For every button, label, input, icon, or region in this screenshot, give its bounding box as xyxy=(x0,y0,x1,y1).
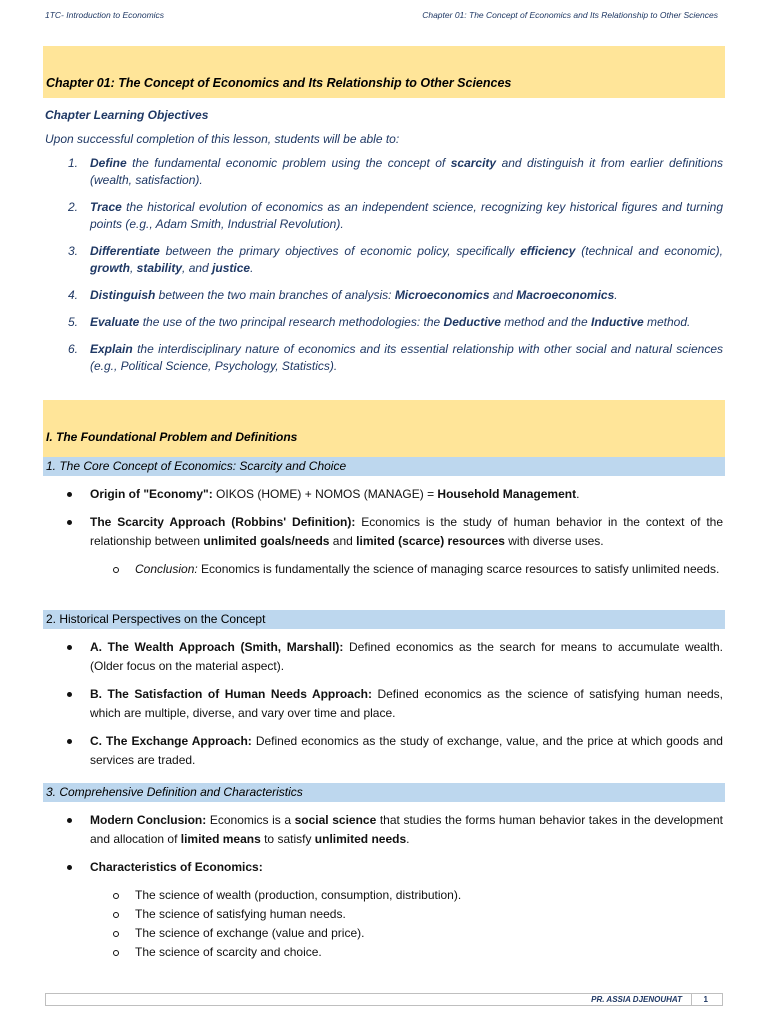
subsection-2-bullet-2: B. The Satisfaction of Human Needs Approach: Defined economics as the science of satisfying human needs, which are multiple, diverse, and vary over time and place. xyxy=(45,685,723,723)
objective-number: 5. xyxy=(68,315,79,329)
objective-number: 1. xyxy=(68,156,79,170)
subsection-2-bullet-1: A. The Wealth Approach (Smith, Marshall): Defined economics as the search for means to accumulate wealth. (Older focus on the material aspect). xyxy=(45,638,723,676)
running-header-left: 1TC- Introduction to Economics xyxy=(45,10,165,20)
subsection-2-heading: 2. Historical Perspectives on the Concept xyxy=(43,610,725,629)
objective-item-5: 5. Evaluate the use of the two principal research methodologies: the Deductive method and the Inductive method. xyxy=(68,315,691,329)
subsection-3-bullet-2: Characteristics of Economics: xyxy=(45,858,723,877)
learning-objectives xyxy=(45,108,723,385)
objective-item-6: 6. Explain the interdisciplinary nature of economics and its essential relationship with other social and natural sciences (e.g., Political Science, Psychology, Statistics). xyxy=(68,342,723,373)
subsection-2-content xyxy=(45,638,723,779)
subsection-3-content xyxy=(45,811,723,962)
characteristics-list xyxy=(45,886,723,962)
subsection-1-content xyxy=(45,485,723,579)
subsection-3-bullet-1: Modern Conclusion: Economics is a social science that studies the forms human behavior takes in the development and allocation of limited means to satisfy unlimited needs. xyxy=(45,811,723,849)
chapter-title-band xyxy=(43,46,725,98)
page-number: 1 xyxy=(703,995,708,1004)
characteristic-item-4: The science of scarcity and choice. xyxy=(45,943,723,962)
section-title-band xyxy=(43,400,725,457)
subsection-2-bullet-3: C. The Exchange Approach: Defined economics as the study of exchange, value, and the price at which goods and services are traded. xyxy=(45,732,723,770)
subsection-1-heading: 1. The Core Concept of Economics: Scarcity and Choice xyxy=(43,457,725,476)
objectives-intro: Upon successful completion of this lesson, students will be able to: xyxy=(45,132,400,146)
subsection-3-heading: 3. Comprehensive Definition and Characteristics xyxy=(43,783,725,802)
objective-number: 2. xyxy=(68,200,79,214)
objective-item-4: 4. Distinguish between the two main branches of analysis: Microeconomics and Macroeconomics. xyxy=(68,288,618,302)
characteristic-item-2: The science of satisfying human needs. xyxy=(45,905,723,924)
objective-number: 4. xyxy=(68,288,79,302)
objective-number: 3. xyxy=(68,244,79,258)
objective-number: 6. xyxy=(68,342,79,356)
objective-item-2: 2. Trace the historical evolution of economics as an independent science, recognizing key historical figures and turning points (e.g., Adam Smith, Industrial Revolution). xyxy=(68,200,723,231)
characteristic-item-1: The science of wealth (production, consumption, distribution). xyxy=(45,886,723,905)
running-header-right: Chapter 01: The Concept of Economics and Its Relationship to Other Sciences xyxy=(422,10,718,20)
objective-item-1: 1. Define the fundamental economic problem using the concept of scarcity and distinguish it from earlier definitions (wealth, satisfaction). xyxy=(68,156,724,187)
objectives-heading: Chapter Learning Objectives xyxy=(45,108,209,122)
characteristic-item-3: The science of exchange (value and price). xyxy=(45,924,723,943)
conclusion-sub-bullet: Conclusion: Economics is fundamentally the science of managing scarce resources to satisfy unlimited needs. xyxy=(45,560,723,579)
subsection-1-bullet-1: Origin of "Economy": OIKOS (HOME) + NOMOS (MANAGE) = Household Management. xyxy=(45,485,723,504)
page-footer xyxy=(45,993,723,1006)
objectives-list xyxy=(45,155,723,375)
objective-item-3: 3. Differentiate between the primary objectives of economic policy, specifically efficiency (technical and economic), growth, stability, and justice. xyxy=(68,244,723,275)
footer-author: PR. ASSIA DJENOUHAT xyxy=(591,995,682,1004)
chapter-title: Chapter 01: The Concept of Economics and Its Relationship to Other Sciences xyxy=(46,76,512,90)
section-title: I. The Foundational Problem and Definitions xyxy=(46,430,298,444)
footer-separator xyxy=(691,994,692,1005)
subsection-1-bullet-2: The Scarcity Approach (Robbins' Definition): Economics is the study of human behavior in the context of the relationship between unlimited goals/needs and limited (scarce) resources with diverse uses. xyxy=(45,513,723,551)
